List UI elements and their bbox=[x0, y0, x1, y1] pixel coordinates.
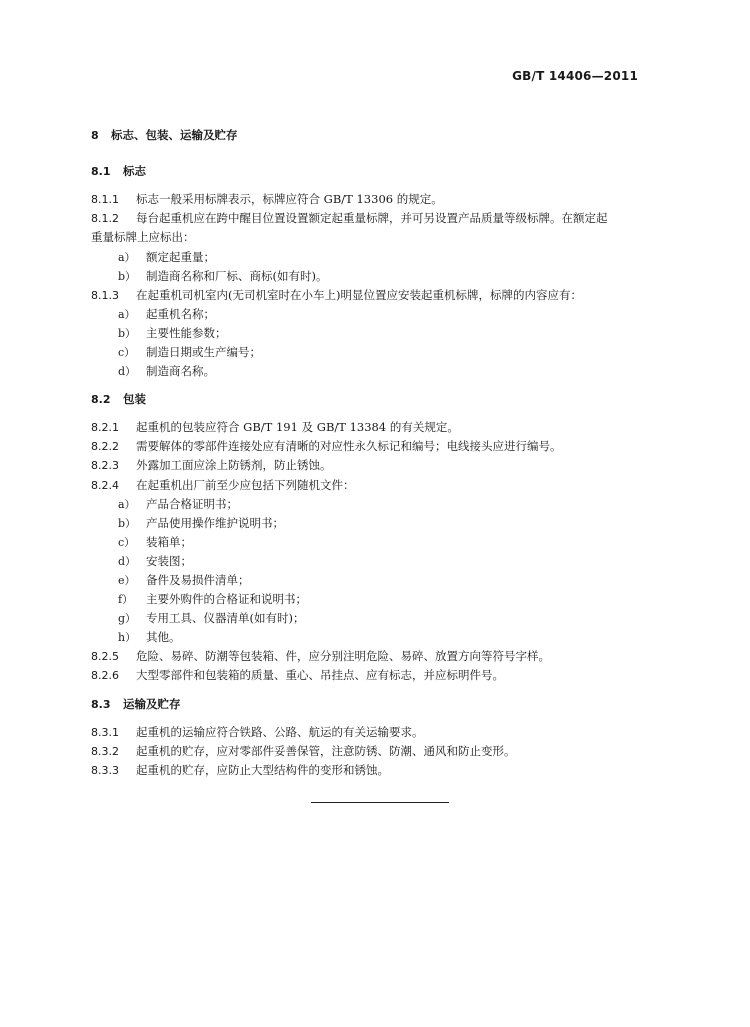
clause-8-2-6 bbox=[91, 668, 504, 683]
clause-text: 在起重机司机室内(无司机室时在小车上)明显位置应安装起重机标牌，标牌的内容应有： bbox=[136, 288, 582, 302]
list-item bbox=[118, 269, 327, 284]
clause-text: 大型零部件和包装箱的质量、重心、吊挂点、应有标志，并应标明件号。 bbox=[136, 668, 504, 682]
end-rule bbox=[311, 802, 449, 803]
clause-text: 每台起重机应在跨中醒目位置设置额定起重量标牌，并可另设置产品质量等级标牌。在额定起 bbox=[136, 211, 608, 225]
list-text: 主要性能参数； bbox=[146, 326, 227, 340]
clause-8-3-1 bbox=[91, 725, 424, 740]
list-item bbox=[118, 611, 304, 626]
list-text: 制造商名称。 bbox=[146, 364, 215, 378]
list-text: 装箱单； bbox=[146, 535, 192, 549]
list-marker: c） bbox=[118, 536, 136, 549]
clause-8-1-3 bbox=[91, 288, 582, 303]
list-marker: a） bbox=[118, 308, 136, 321]
clause-8-3-2 bbox=[91, 744, 516, 759]
list-item bbox=[118, 307, 215, 322]
clause-number: 8.3.2 bbox=[91, 745, 119, 758]
section-number: 8 bbox=[91, 129, 99, 142]
list-item bbox=[118, 592, 307, 607]
clause-text: 标志一般采用标牌表示，标牌应符合 GB/T 13306 的规定。 bbox=[136, 192, 443, 206]
list-marker: f） bbox=[118, 593, 134, 606]
list-marker: b） bbox=[118, 270, 137, 283]
clause-text: 起重机的贮存，应对零部件妥善保管，注意防锈、防潮、通风和防止变形。 bbox=[136, 744, 516, 758]
clause-number: 8.2.1 bbox=[91, 421, 119, 434]
list-marker: a） bbox=[118, 498, 136, 511]
clause-text: 危险、易碎、防潮等包装箱、件，应分别注明危险、易碎、放置方向等符号字样。 bbox=[136, 649, 550, 663]
clause-number: 8.2.4 bbox=[91, 479, 119, 492]
clause-number: 8.3.1 bbox=[91, 726, 119, 739]
section-number: 8.3 bbox=[91, 698, 111, 711]
list-marker: c） bbox=[118, 346, 136, 359]
section-number: 8.2 bbox=[91, 393, 111, 406]
standard-number: GB/T 14406—2011 bbox=[512, 69, 638, 83]
clause-number: 8.2.6 bbox=[91, 669, 119, 682]
list-item bbox=[118, 630, 181, 645]
list-text: 其他。 bbox=[146, 630, 181, 644]
list-marker: h） bbox=[118, 631, 137, 644]
clause-number: 8.3.3 bbox=[91, 764, 119, 777]
list-item bbox=[118, 535, 192, 550]
list-item bbox=[118, 326, 227, 341]
clause-number: 8.1.2 bbox=[91, 212, 119, 225]
clause-text: 起重机的包装应符合 GB/T 191 及 GB/T 13384 的有关规定。 bbox=[136, 420, 459, 434]
clause-text: 在起重机出厂前至少应包括下列随机文件： bbox=[136, 478, 355, 492]
list-marker: d） bbox=[118, 365, 137, 378]
list-item bbox=[118, 554, 192, 569]
clause-number: 8.2.2 bbox=[91, 440, 119, 453]
list-marker: b） bbox=[118, 327, 137, 340]
list-text: 制造商名称和厂标、商标(如有时)。 bbox=[146, 269, 328, 283]
clause-continuation: 重量标牌上应标出： bbox=[91, 230, 195, 244]
section-heading-8-2 bbox=[91, 392, 146, 407]
clause-text: 起重机的运输应符合铁路、公路、航运的有关运输要求。 bbox=[136, 725, 424, 739]
clause-number: 8.2.3 bbox=[91, 459, 119, 472]
list-text: 制造日期或生产编号； bbox=[146, 345, 261, 359]
section-title: 包装 bbox=[123, 392, 146, 406]
section-title: 标志、包装、运输及贮存 bbox=[111, 128, 238, 142]
clause-text: 需要解体的零部件连接处应有清晰的对应性永久标记和编号；电线接头应进行编号。 bbox=[136, 439, 562, 453]
clause-8-2-1 bbox=[91, 420, 459, 435]
section-heading-8-1 bbox=[91, 164, 146, 179]
section-number: 8.1 bbox=[91, 165, 111, 178]
list-marker: a） bbox=[118, 251, 136, 264]
clause-8-2-2 bbox=[91, 439, 562, 454]
clause-text: 起重机的贮存，应防止大型结构件的变形和锈蚀。 bbox=[136, 763, 389, 777]
section-heading-8 bbox=[91, 128, 238, 143]
list-text: 备件及易损件清单； bbox=[146, 573, 250, 587]
list-item bbox=[118, 364, 215, 379]
list-text: 安装图； bbox=[146, 554, 192, 568]
clause-8-1-1 bbox=[91, 192, 443, 207]
list-text: 额定起重量； bbox=[146, 250, 215, 264]
clause-number: 8.2.5 bbox=[91, 650, 119, 663]
list-item bbox=[118, 516, 284, 531]
list-item bbox=[118, 345, 261, 360]
list-marker: d） bbox=[118, 555, 137, 568]
clause-8-1-2 bbox=[91, 211, 608, 226]
list-text: 主要外购件的合格证和说明书； bbox=[146, 592, 307, 606]
list-marker: g） bbox=[118, 612, 137, 625]
clause-8-2-5 bbox=[91, 649, 550, 664]
list-marker: b） bbox=[118, 517, 137, 530]
section-heading-8-3 bbox=[91, 697, 181, 712]
list-item bbox=[118, 573, 250, 588]
clause-number: 8.1.1 bbox=[91, 193, 119, 206]
clause-number: 8.1.3 bbox=[91, 289, 119, 302]
list-marker: e） bbox=[118, 574, 136, 587]
list-text: 专用工具、仪器清单(如有时)； bbox=[146, 611, 305, 625]
clause-8-3-3 bbox=[91, 763, 389, 778]
clause-8-2-4 bbox=[91, 478, 355, 493]
list-text: 产品合格证明书； bbox=[146, 497, 238, 511]
list-item bbox=[118, 250, 215, 265]
list-text: 产品使用操作维护说明书； bbox=[146, 516, 284, 530]
list-text: 起重机名称； bbox=[146, 307, 215, 321]
list-item bbox=[118, 497, 238, 512]
section-title: 运输及贮存 bbox=[123, 697, 181, 711]
clause-8-2-3 bbox=[91, 458, 332, 473]
section-title: 标志 bbox=[123, 164, 146, 178]
clause-text: 外露加工面应涂上防锈剂，防止锈蚀。 bbox=[136, 458, 332, 472]
